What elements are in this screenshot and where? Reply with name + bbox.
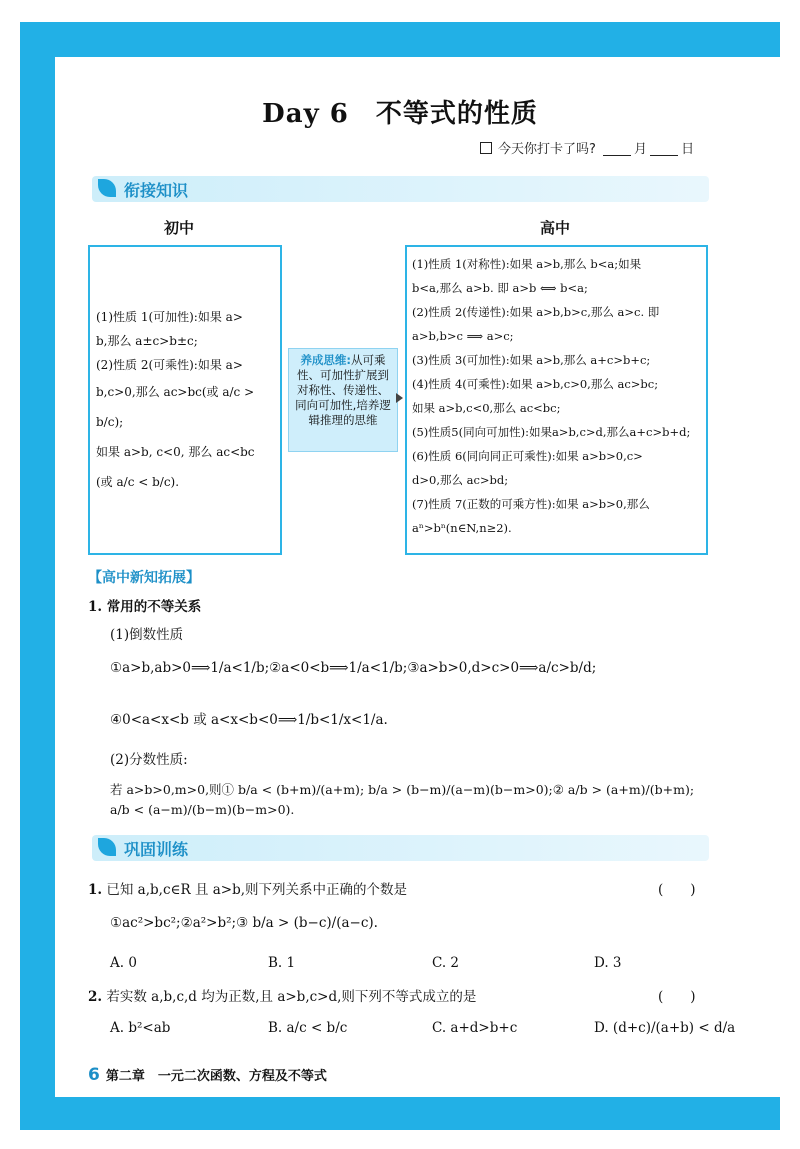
fraction-subheading: (2)分数性质: (110, 752, 188, 768)
text-line: b<a,那么 a>b. 即 a>b ⟺ b<a; (412, 281, 588, 295)
junior-text (96, 305, 280, 497)
section-banner-practice (92, 835, 709, 861)
reciprocal-line-1: ①a>b,ab>0⟹1/a<1/b;②a<0<b⟹1/a<1/b;③a>b>0,d>c>0⟹a/c>b/d; (110, 660, 597, 676)
question-stem: 若实数 a,b,c,d 均为正数,且 a>b,c>d,则下列不等式成立的是 (106, 989, 477, 1005)
checkin-prompt: 今天你打卡了吗? (498, 142, 596, 157)
column-heading-senior: 高中 (540, 219, 571, 237)
option-d[interactable]: D. (d+c)/(a+b) < d/a (594, 1020, 736, 1036)
question-number: 1. (88, 882, 103, 898)
month-blank[interactable] (603, 143, 631, 156)
option-b[interactable]: B. a/c < b/c (268, 1020, 348, 1036)
text-line: aⁿ>bⁿ(n∈N,n≥2). (412, 521, 512, 535)
arrow-right-icon (396, 393, 403, 403)
answer-paren[interactable]: ( ) (658, 989, 696, 1005)
text-line: d>0,那么 ac>bd; (412, 473, 509, 487)
day-blank[interactable] (650, 143, 678, 156)
question-1-items: ①ac²>bc²;②a²>b²;③ b/a > (b−c)/(a−c). (110, 915, 378, 931)
extension-heading: 1. 常用的不等关系 (88, 599, 202, 615)
text-line: b,那么 a±c>b±c; (96, 334, 198, 348)
text-line: (6)性质 6(同向同正可乘性):如果 a>b>0,c> (412, 449, 643, 463)
page-number: 6 (88, 1065, 100, 1085)
section-title: 衔接知识 (124, 181, 189, 200)
checkbox-icon[interactable] (480, 142, 492, 154)
answer-paren[interactable]: ( ) (658, 882, 696, 898)
text-line: 如果 a>b,c<0,那么 ac<bc; (412, 401, 561, 415)
senior-text (412, 252, 707, 540)
page-title: Day 6 不等式的性质 (262, 99, 538, 129)
chapter-title: 第二章 一元二次函数、方程及不等式 (105, 1069, 327, 1084)
extension-label: 【高中新知拓展】 (88, 570, 200, 586)
text-line: (或 a/c < b/c). (96, 475, 180, 489)
fraction-line: 若 a>b>0,m>0,则① b/a < (b+m)/(a+m); b/a > (b−m)/(a−m)(b−m>0);② a/b > (a+m)/(b+m); a/b < (a−m)/(b−m)(b−m>0). (110, 782, 695, 817)
callout-text: 从可乘性、可加性扩展到对称性、传递性、同向可加性,培养逻辑推理的思维 (295, 353, 391, 427)
option-a[interactable]: A. 0 (110, 955, 137, 971)
option-d[interactable]: D. 3 (594, 955, 622, 971)
question-1 (88, 878, 648, 898)
thinking-callout (288, 348, 398, 452)
day-label: 日 (681, 142, 695, 157)
callout-highlight: 养成思维: (300, 353, 352, 367)
checkin-line (480, 138, 694, 157)
text-line: a>b,b>c ⟹ a>c; (412, 329, 514, 343)
option-c[interactable]: C. a+d>b+c (432, 1020, 518, 1036)
month-label: 月 (634, 142, 648, 157)
senior-properties-box (405, 245, 708, 555)
text-line: (7)性质 7(正数的可乘方性):如果 a>b>0,那么 (412, 497, 650, 511)
reciprocal-subheading: (1)倒数性质 (110, 627, 184, 643)
question-number: 2. (88, 989, 103, 1005)
question-stem: 已知 a,b,c∈R 且 a>b,则下列关系中正确的个数是 (106, 882, 408, 898)
section-title: 巩固训练 (124, 840, 189, 859)
column-heading-junior: 初中 (164, 219, 195, 237)
text-line: 如果 a>b, c<0, 那么 ac<bc (96, 445, 255, 459)
question-2 (88, 985, 648, 1005)
text-line: (4)性质 4(可乘性):如果 a>b,c>0,那么 ac>bc; (412, 377, 659, 391)
leaf-icon (98, 179, 116, 197)
page-footer (88, 1065, 327, 1085)
reciprocal-line-2: ④0<a<x<b 或 a<x<b<0⟹1/b<1/x<1/a. (110, 712, 388, 728)
text-line: (1)性质 1(对称性):如果 a>b,那么 b<a;如果 (412, 257, 642, 271)
text-line: (1)性质 1(可加性):如果 a> (96, 310, 243, 324)
text-line: (3)性质 3(可加性):如果 a>b,那么 a+c>b+c; (412, 353, 651, 367)
leaf-icon (98, 838, 116, 856)
text-line: b,c>0,那么 ac>bc(或 a/c > b/c); (96, 385, 255, 429)
option-b[interactable]: B. 1 (268, 955, 296, 971)
option-c[interactable]: C. 2 (432, 955, 460, 971)
junior-properties-box (88, 245, 282, 555)
text-line: (2)性质 2(传递性):如果 a>b,b>c,那么 a>c. 即 (412, 305, 660, 319)
text-line: (5)性质5(同向可加性):如果a>b,c>d,那么a+c>b+d; (412, 425, 691, 439)
text-line: (2)性质 2(可乘性):如果 a> (96, 358, 243, 372)
option-a[interactable]: A. b²<ab (110, 1020, 171, 1036)
section-banner-bridge (92, 176, 709, 202)
